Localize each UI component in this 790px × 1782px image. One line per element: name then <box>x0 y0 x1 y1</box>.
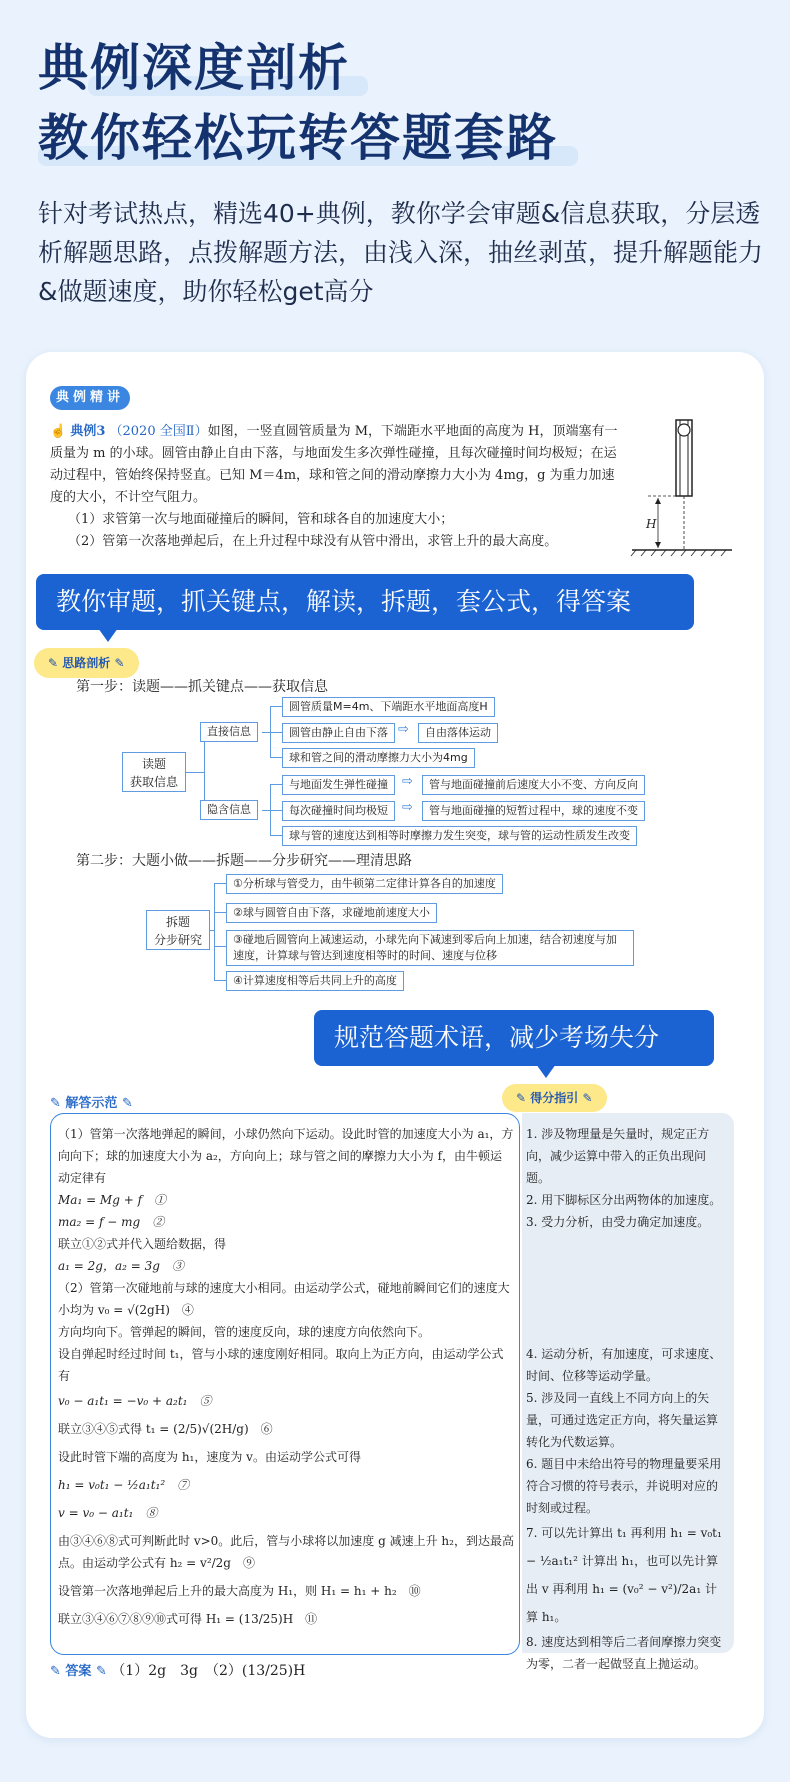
solution-line: v₀ − a₁t₁ = −v₀ + a₂t₁ ⑤ <box>58 1394 212 1408</box>
question-1: （1）求管第一次与地面碰撞后的瞬间，管和球各自的加速度大小； <box>68 512 454 527</box>
example-text <box>50 421 620 553</box>
step1-title: 第一步：读题——抓关键点——获取信息 <box>76 679 328 695</box>
direct-leaf1-link <box>270 706 282 707</box>
solution-tag: ✎ 解答示范 ✎ <box>50 1096 133 1111</box>
hidden-leaf-1-result: 管与地面碰撞前后速度大小不变、方向反向 <box>422 775 645 795</box>
pencil-icon-right: ✎ <box>114 656 125 670</box>
guide-tag <box>502 1084 607 1112</box>
solution-line: h₁ = v₀t₁ − ½a₁t₁² ⑦ <box>58 1478 190 1492</box>
answer-value: （1）2g 3g （2）(13/25)H <box>111 1663 306 1679</box>
direct-leaf-2: 圆管由静止自由下落 <box>282 723 395 743</box>
guide-item: 1. 涉及物理量是矢量时，规定正方向，减少运算中带入的正负出现问题。 <box>526 1127 710 1185</box>
banner-review-text: 教你审题，抓关键点，解读，拆题，套公式，得答案 <box>56 587 632 616</box>
solution-line: Ma₁ = Mg + f ① <box>58 1193 167 1207</box>
banner-review <box>36 574 694 630</box>
solution-line: （1）管第一次落地弹起的瞬间，小球仍然向下运动。设此时管的加速度大小为 a₁，方向向下；球的加速度大小为 a₂，方向向上；球与管之间的摩擦力大小为 f，由牛顿运动定律有 <box>58 1127 514 1185</box>
split-step-2: ②球与圆管自由下落，求碰地前速度大小 <box>226 903 437 923</box>
figure-h-label: H <box>646 517 657 531</box>
tree2-leaf1-link <box>214 883 226 884</box>
arrow-icon: ⇨ <box>398 722 409 737</box>
pencil-icon-right: ✎ <box>582 1091 593 1105</box>
solution-line: 联立③④⑤式得 t₁ = (2/5)√(2H/g) ⑥ <box>58 1422 273 1436</box>
solution-line: 方向均向下。管弹起的瞬间，管的速度反向，球的速度方向依然向下。 <box>58 1325 431 1339</box>
hidden-leaf-1: 与地面发生弹性碰撞 <box>282 775 395 795</box>
tree1-root: 读题 获取信息 <box>122 752 186 792</box>
solution-line: 设自弹起时经过时间 t₁，管与小球的速度刚好相同。取向上为正方向，由运动学公式有 <box>58 1347 504 1383</box>
tree2-root-link <box>210 930 214 931</box>
hidden-leaf1-link <box>270 784 282 785</box>
solution-line: 由③④⑥⑧式可判断此时 v>0。此后，管与小球将以加速度 g 减速上升 h₂，到达最高点。由运动学公式有 h₂ = v²/2g ⑨ <box>58 1534 514 1570</box>
direct-leaf-3: 球和管之间的滑动摩擦力大小为4mg <box>282 748 475 768</box>
arrow-icon: ⇨ <box>402 800 413 815</box>
direct-leaf-1: 圆管质量M=4m、下端距水平地面高度H <box>282 697 495 717</box>
tree1-root-link <box>186 772 204 773</box>
direct-leaf-2-result: 自由落体运动 <box>418 723 498 743</box>
banner-terms-tail <box>536 1064 556 1078</box>
example-source: （2020 全国Ⅱ） <box>109 424 208 439</box>
tree2-trunk <box>214 883 215 981</box>
guide-tag-label: 得分指引 <box>530 1091 579 1105</box>
pencil-icon: ✎ <box>48 656 59 670</box>
banner-terms-text: 规范答题术语，减少考场失分 <box>334 1023 660 1052</box>
solution-line: 设此时管下端的高度为 h₁，速度为 v。由运动学公式可得 <box>58 1450 361 1464</box>
pointer-icon: ☝ <box>50 424 67 439</box>
tree2-leaf3-link <box>214 946 226 947</box>
pencil-icon: ✎ <box>516 1091 527 1105</box>
banner-terms <box>314 1010 714 1066</box>
arrow-icon: ⇨ <box>402 774 413 789</box>
guide-text <box>526 1123 728 1675</box>
page-title-1: 典例深度剖析 <box>38 39 350 97</box>
example-label: 典例3 <box>70 424 106 439</box>
guide-item: 7. 可以先计算出 t₁ 再利用 h₁ = v₀t₁ − ½a₁t₁² 计算出 h₁，也可以先计算出 v 再利用 h₁ = (v₀² − v²)/2a₁ 计算 h₁。 <box>526 1526 722 1624</box>
example-body: 如图，一竖直圆管质量为 M，下端距水平地面的高度为 H，顶端塞有一质量为 m 的小球。圆管由静止自由下落，与地面发生多次弹性碰撞，且每次碰撞时间均极短；在运动过程中，管始终保持竖直。已知 M＝4m，球和管之间的滑动摩擦力大小为 4mg，g 为重力加速度的大小，不计空气阻力。 <box>50 424 618 505</box>
split-step-3: ③碰地后圆管向上减速运动，小球先向下减速到零后向上加速，结合初速度与加速度，计算球与管达到速度相等时的时间、速度与位移 <box>226 930 634 966</box>
hidden-leaf3-link <box>270 835 282 836</box>
solution-line: （2）管第一次碰地前与球的速度大小相同。由运动学公式，碰地前瞬间它们的速度大小均为 v₀ = √(2gH) ④ <box>58 1281 510 1317</box>
answer-tag-label: 答案 <box>65 1664 92 1679</box>
solution-line: ma₂ = f − mg ② <box>58 1215 165 1229</box>
page-title-2: 教你轻松玩转答题套路 <box>38 109 558 167</box>
hidden-leaf2-link <box>270 810 282 811</box>
hidden-leaf-2-result: 管与地面碰撞的短暂过程中，球的速度不变 <box>422 801 645 821</box>
banner-review-tail <box>98 628 118 642</box>
hidden-leaf-3: 球与管的速度达到相等时摩擦力发生突变，球与管的运动性质发生改变 <box>282 826 637 846</box>
tree2-root: 拆题 分步研究 <box>146 910 210 950</box>
guide-item: 3. 受力分析，由受力确定加速度。 <box>526 1215 710 1229</box>
tube-figure <box>628 418 738 558</box>
guide-spacer <box>526 1233 728 1343</box>
hidden-leaf-2: 每次碰撞时间均极短 <box>282 801 395 821</box>
solution-line: 设管第一次落地弹起后上升的最大高度为 H₁，则 H₁ = h₁ + h₂ ⑩ <box>58 1584 421 1598</box>
tree2-leaf2-link <box>214 912 226 913</box>
hidden-stub <box>262 810 270 811</box>
solution-text <box>58 1123 514 1636</box>
analysis-tag <box>34 648 139 678</box>
analysis-tag-label: 思路剖析 <box>62 656 111 670</box>
intro-text: 针对考试热点，精选40+典例，教你学会审题&信息获取，分层透析解题思路，点拨解题方法，由浅入深，抽丝剥茧，提升解题能力&做题速度，助你轻松get高分 <box>38 199 764 306</box>
answer-tag: ✎ 答案 ✎ <box>50 1664 107 1679</box>
guide-item: 4. 运动分析，有加速度，可求速度、时间、位移等运动学量。 <box>526 1347 722 1383</box>
split-step-1: ①分析球与管受力，由牛顿第二定律计算各自的加速度 <box>226 874 503 894</box>
direct-leaf3-link <box>270 757 282 758</box>
direct-stub <box>262 732 270 733</box>
question-2: （2）管第一次落地弹起后，在上升过程中球没有从管中滑出，求管上升的最大高度。 <box>68 534 558 549</box>
solution-line: v = v₀ − a₁t₁ ⑧ <box>58 1506 158 1520</box>
solution-line: 联立①②式并代入题给数据，得 <box>58 1237 227 1251</box>
direct-leaf2-link <box>270 732 282 733</box>
answer-row <box>50 1660 305 1680</box>
guide-item: 2. 用下脚标区分出两物体的加速度。 <box>526 1193 722 1207</box>
split-step-4: ④计算速度相等后共同上升的高度 <box>226 971 404 991</box>
guide-item: 5. 涉及同一直线上不同方向上的矢量，可通过选定正方向，将矢量运算转化为代数运算。 <box>526 1391 719 1449</box>
example-badge: 典例精讲 <box>50 386 130 410</box>
tree2-leaf4-link <box>214 980 226 981</box>
guide-item: 8. 速度达到相等后二者间摩擦力突变为零，二者一起做竖直上抛运动。 <box>526 1635 722 1671</box>
hidden-info: 隐含信息 <box>200 800 258 820</box>
guide-item: 6. 题目中未给出符号的物理量要采用符合习惯的符号表示，并说明对应的时刻或过程。 <box>526 1457 722 1515</box>
direct-info: 直接信息 <box>200 722 258 742</box>
solution-line: a₁ = 2g，a₂ = 3g ③ <box>58 1259 184 1273</box>
solution-line: 联立③④⑥⑦⑧⑨⑩式可得 H₁ = (13/25)H ⑪ <box>58 1612 318 1626</box>
solution-tag-label: 解答示范 <box>65 1096 118 1111</box>
step2-title: 第二步：大题小做——拆题——分步研究——理清思路 <box>76 853 412 869</box>
